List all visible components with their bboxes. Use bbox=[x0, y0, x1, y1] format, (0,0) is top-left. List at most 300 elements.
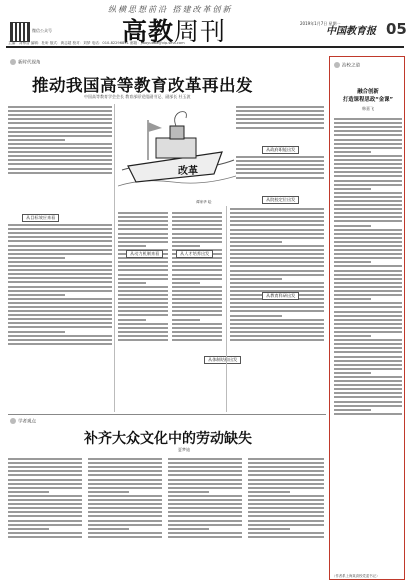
sidebar-author-note: （作者系上海某高校党委书记） bbox=[332, 574, 380, 578]
text-line bbox=[88, 491, 129, 493]
text-line bbox=[172, 298, 222, 300]
text-line bbox=[118, 265, 168, 267]
text-line bbox=[230, 310, 324, 312]
text-line bbox=[230, 323, 324, 325]
text-line bbox=[334, 368, 402, 370]
text-line bbox=[334, 278, 402, 280]
text-line bbox=[8, 335, 112, 337]
text-line bbox=[334, 331, 402, 333]
text-line bbox=[248, 524, 324, 526]
text-line bbox=[334, 302, 402, 304]
text-line bbox=[334, 376, 402, 378]
text-line bbox=[8, 302, 112, 304]
lead-text-col3a bbox=[236, 154, 324, 194]
text-line bbox=[118, 233, 168, 235]
text-line bbox=[334, 122, 402, 124]
sidebar-title: 融合创新 打造课程思政“金课” bbox=[342, 89, 394, 103]
text-line bbox=[230, 212, 324, 214]
text-line bbox=[8, 257, 65, 259]
text-line bbox=[230, 274, 324, 276]
text-line bbox=[168, 479, 242, 481]
text-line bbox=[8, 524, 82, 526]
text-line bbox=[8, 245, 112, 247]
text-line bbox=[8, 135, 112, 137]
text-line bbox=[334, 323, 402, 325]
text-line bbox=[8, 139, 65, 141]
newspaper-brand: 中国教育报 bbox=[326, 26, 376, 37]
text-line bbox=[236, 164, 324, 166]
text-line bbox=[334, 216, 402, 218]
text-line bbox=[172, 241, 222, 243]
text-line bbox=[230, 257, 324, 259]
text-line bbox=[334, 306, 402, 308]
text-line bbox=[230, 327, 324, 329]
text-line bbox=[230, 339, 324, 341]
text-line bbox=[118, 245, 146, 247]
text-line bbox=[88, 462, 162, 464]
text-line bbox=[334, 388, 402, 390]
masthead-bold: 高教 bbox=[122, 17, 175, 46]
text-line bbox=[8, 265, 112, 267]
text-line bbox=[334, 294, 402, 296]
text-line bbox=[248, 495, 324, 497]
text-line bbox=[118, 306, 168, 308]
qr-label: 微信公众号 bbox=[32, 28, 52, 33]
text-line bbox=[118, 241, 168, 243]
text-line bbox=[334, 212, 402, 214]
text-line bbox=[8, 118, 112, 120]
text-line bbox=[334, 372, 371, 374]
text-line bbox=[236, 156, 324, 158]
page-number: 05 bbox=[386, 20, 407, 38]
lead-headline: 推动我国高等教育改革再出发 bbox=[32, 76, 253, 95]
text-line bbox=[8, 318, 112, 320]
text-line bbox=[172, 224, 222, 226]
text-line bbox=[334, 311, 402, 313]
section-divider bbox=[8, 414, 326, 415]
second-text-col3 bbox=[168, 456, 242, 580]
text-line bbox=[334, 208, 402, 210]
text-line bbox=[230, 319, 324, 321]
text-line bbox=[8, 532, 82, 534]
text-line bbox=[334, 220, 402, 222]
text-line bbox=[168, 470, 242, 472]
text-line bbox=[230, 270, 324, 272]
text-line bbox=[334, 335, 371, 337]
text-line bbox=[8, 528, 49, 530]
text-line bbox=[248, 528, 290, 530]
text-line bbox=[8, 163, 112, 165]
text-line bbox=[172, 233, 222, 235]
date-line: 2019年1月7日 星期一 bbox=[300, 21, 341, 26]
text-line bbox=[88, 483, 162, 485]
text-line bbox=[248, 458, 324, 460]
sidebar-tag: 治校之道 bbox=[334, 62, 360, 69]
masthead-thin: 周刊 bbox=[174, 17, 227, 46]
text-line bbox=[118, 274, 168, 276]
text-line bbox=[8, 236, 112, 238]
lead-subhead-4: 从动力机制来看 bbox=[126, 250, 163, 258]
text-line bbox=[88, 503, 162, 505]
text-line bbox=[118, 216, 168, 218]
text-line bbox=[8, 499, 82, 501]
text-line bbox=[334, 147, 402, 149]
text-line bbox=[334, 413, 402, 415]
text-line bbox=[334, 134, 402, 136]
lead-subhead-1: 从目标效应来看 bbox=[22, 214, 59, 222]
text-line bbox=[8, 322, 112, 324]
text-line bbox=[168, 466, 242, 468]
text-line bbox=[118, 298, 168, 300]
lead-text-col2a bbox=[118, 210, 168, 410]
sidebar-author: 韩嘉飞 bbox=[362, 106, 374, 111]
text-line bbox=[334, 163, 402, 165]
text-line bbox=[168, 532, 242, 534]
text-line bbox=[334, 184, 402, 186]
text-line bbox=[8, 306, 112, 308]
second-headline: 补齐大众文化中的劳动缺失 bbox=[84, 431, 252, 447]
text-line bbox=[8, 106, 112, 108]
text-line bbox=[334, 364, 402, 366]
text-line bbox=[334, 167, 402, 169]
text-line bbox=[118, 302, 168, 304]
text-line bbox=[334, 360, 402, 362]
lead-subhead-7: 从教育科研出发 bbox=[262, 292, 299, 300]
sidebar-text bbox=[334, 116, 402, 570]
text-line bbox=[168, 515, 242, 517]
text-line bbox=[118, 261, 168, 263]
lead-text-col1-top bbox=[8, 104, 112, 212]
text-line bbox=[334, 286, 402, 288]
text-line bbox=[248, 470, 324, 472]
text-line bbox=[334, 249, 402, 251]
text-line bbox=[334, 188, 371, 190]
text-line bbox=[248, 515, 324, 517]
text-line bbox=[168, 487, 242, 489]
text-line bbox=[168, 499, 242, 501]
text-line bbox=[8, 479, 82, 481]
text-line bbox=[8, 343, 112, 345]
text-line bbox=[118, 290, 168, 292]
text-line bbox=[248, 503, 324, 505]
text-line bbox=[248, 499, 324, 501]
qr-code-icon bbox=[10, 22, 30, 42]
text-line bbox=[172, 274, 222, 276]
text-line bbox=[236, 110, 324, 112]
text-line bbox=[8, 269, 112, 271]
text-line bbox=[334, 225, 371, 227]
text-line bbox=[236, 168, 324, 170]
text-line bbox=[8, 277, 112, 279]
text-line bbox=[334, 159, 402, 161]
lead-subhead-3: 从院校定位出发 bbox=[262, 196, 299, 204]
text-line bbox=[172, 294, 222, 296]
text-line bbox=[118, 228, 168, 230]
text-line bbox=[334, 261, 371, 263]
text-line bbox=[118, 220, 168, 222]
text-line bbox=[8, 228, 112, 230]
lead-text-col3-top bbox=[236, 104, 324, 146]
section-bullet-icon bbox=[10, 59, 16, 65]
text-line bbox=[118, 237, 168, 239]
text-line bbox=[172, 306, 222, 308]
text-line bbox=[334, 180, 402, 182]
second-section-tag: 学者观点 bbox=[10, 418, 36, 425]
text-line bbox=[172, 331, 222, 333]
text-line bbox=[8, 470, 82, 472]
text-line bbox=[168, 491, 209, 493]
text-line bbox=[236, 160, 324, 162]
text-line bbox=[8, 151, 112, 153]
lead-text-col2b bbox=[172, 210, 222, 410]
text-line bbox=[8, 232, 112, 234]
text-line bbox=[334, 405, 402, 407]
second-byline: 夏梦迪 bbox=[178, 447, 190, 452]
text-line bbox=[172, 237, 222, 239]
text-line bbox=[118, 294, 168, 296]
text-line bbox=[230, 208, 324, 210]
section-bullet-icon bbox=[334, 62, 340, 68]
text-line bbox=[248, 474, 324, 476]
text-line bbox=[88, 528, 129, 530]
text-line bbox=[8, 294, 65, 296]
text-line bbox=[248, 479, 324, 481]
cartoon-ship-illustration bbox=[118, 108, 236, 200]
text-line bbox=[8, 314, 112, 316]
text-line bbox=[172, 245, 200, 247]
text-line bbox=[8, 503, 82, 505]
text-line bbox=[88, 532, 162, 534]
text-line bbox=[248, 532, 324, 534]
text-line bbox=[88, 470, 162, 472]
text-line bbox=[118, 335, 168, 337]
text-line bbox=[230, 216, 324, 218]
text-line bbox=[334, 126, 402, 128]
text-line bbox=[88, 466, 162, 468]
text-line bbox=[334, 237, 402, 239]
text-line bbox=[8, 172, 112, 174]
text-line bbox=[8, 143, 112, 145]
text-line bbox=[118, 339, 168, 341]
text-line bbox=[334, 409, 371, 411]
text-line bbox=[8, 240, 112, 242]
lead-subhead-5: 从人才培养出发 bbox=[176, 250, 213, 258]
text-line bbox=[334, 339, 402, 341]
text-line bbox=[230, 220, 324, 222]
text-line bbox=[334, 265, 402, 267]
text-line bbox=[230, 233, 324, 235]
text-line bbox=[230, 229, 324, 231]
text-line bbox=[172, 278, 222, 280]
text-line bbox=[118, 224, 168, 226]
text-line bbox=[334, 392, 402, 394]
text-line bbox=[8, 290, 112, 292]
text-line bbox=[168, 536, 242, 538]
text-line bbox=[168, 458, 242, 460]
text-line bbox=[88, 507, 162, 509]
lead-text-col1 bbox=[8, 222, 112, 412]
text-line bbox=[334, 343, 402, 345]
text-line bbox=[8, 339, 112, 341]
text-line bbox=[8, 326, 112, 328]
text-line bbox=[334, 139, 402, 141]
text-line bbox=[248, 511, 324, 513]
text-line bbox=[334, 319, 402, 321]
text-line bbox=[334, 196, 402, 198]
text-line bbox=[118, 310, 168, 312]
second-text-col1 bbox=[8, 456, 82, 580]
text-line bbox=[230, 245, 324, 247]
text-line bbox=[230, 224, 324, 226]
text-line bbox=[8, 515, 82, 517]
text-line bbox=[248, 507, 324, 509]
text-line bbox=[248, 491, 290, 493]
text-line bbox=[118, 286, 168, 288]
text-line bbox=[168, 520, 242, 522]
text-line bbox=[236, 127, 324, 129]
text-line bbox=[172, 282, 200, 284]
text-line bbox=[118, 327, 168, 329]
text-line bbox=[88, 479, 162, 481]
text-line bbox=[168, 507, 242, 509]
text-line bbox=[8, 487, 82, 489]
text-line bbox=[230, 249, 324, 251]
text-line bbox=[334, 233, 402, 235]
second-text-col2 bbox=[88, 456, 162, 580]
text-line bbox=[334, 274, 402, 276]
text-line bbox=[172, 310, 222, 312]
text-line bbox=[334, 130, 402, 132]
text-line bbox=[230, 253, 324, 255]
text-line bbox=[172, 339, 222, 341]
text-line bbox=[230, 265, 324, 267]
text-line bbox=[334, 270, 402, 272]
text-line bbox=[8, 286, 112, 288]
text-line bbox=[172, 212, 222, 214]
text-line bbox=[172, 216, 222, 218]
text-line bbox=[230, 315, 282, 317]
cartoon-caption: 谭家华 绘 bbox=[196, 200, 212, 204]
text-line bbox=[8, 310, 112, 312]
text-line bbox=[230, 261, 324, 263]
text-line bbox=[334, 290, 402, 292]
text-line bbox=[236, 177, 324, 179]
text-line bbox=[172, 327, 222, 329]
text-line bbox=[8, 122, 112, 124]
text-line bbox=[248, 483, 324, 485]
text-line bbox=[88, 487, 162, 489]
text-line bbox=[334, 118, 402, 120]
text-line bbox=[8, 331, 65, 333]
text-line bbox=[8, 462, 82, 464]
text-line bbox=[172, 220, 222, 222]
text-line bbox=[236, 172, 324, 174]
header-rule bbox=[6, 46, 404, 48]
text-line bbox=[248, 520, 324, 522]
cartoon-label: 改革 bbox=[178, 166, 198, 177]
text-line bbox=[8, 491, 49, 493]
text-line bbox=[88, 520, 162, 522]
text-line bbox=[8, 458, 82, 460]
text-line bbox=[248, 536, 324, 538]
text-line bbox=[8, 261, 112, 263]
text-line bbox=[8, 520, 82, 522]
text-line bbox=[8, 168, 112, 170]
text-line bbox=[88, 511, 162, 513]
text-line bbox=[334, 396, 402, 398]
text-line bbox=[334, 245, 402, 247]
text-line bbox=[334, 384, 402, 386]
text-line bbox=[334, 401, 402, 403]
text-line bbox=[8, 110, 112, 112]
text-line bbox=[118, 314, 168, 316]
text-line bbox=[8, 131, 112, 133]
editor-info-bar: 主编：刘博智 编辑：杜昕 版式：黄志超 校对：刘梦 电话：010-82296831 邮箱：jiaoyubao@vip.sina.com bbox=[8, 41, 185, 45]
text-line bbox=[168, 483, 242, 485]
text-line bbox=[334, 155, 402, 157]
text-line bbox=[88, 458, 162, 460]
text-line bbox=[88, 495, 162, 497]
text-line bbox=[236, 118, 324, 120]
text-line bbox=[248, 462, 324, 464]
text-line bbox=[172, 286, 222, 288]
text-line bbox=[236, 106, 324, 108]
text-line bbox=[8, 155, 112, 157]
text-line bbox=[230, 286, 324, 288]
text-line bbox=[248, 487, 324, 489]
text-line bbox=[172, 228, 222, 230]
text-line bbox=[172, 302, 222, 304]
text-line bbox=[8, 495, 82, 497]
lead-subhead-6: 从体制结构出发 bbox=[204, 356, 241, 364]
text-line bbox=[334, 351, 402, 353]
text-line bbox=[236, 114, 324, 116]
text-line bbox=[230, 241, 282, 243]
second-text-col4 bbox=[248, 456, 324, 580]
text-line bbox=[118, 269, 168, 271]
text-line bbox=[168, 528, 209, 530]
text-line bbox=[118, 282, 146, 284]
text-line bbox=[8, 127, 112, 129]
lead-byline: 中国高等教育学会会长 教育部原党组副书记、副部长 杜玉波 bbox=[84, 94, 191, 99]
text-line bbox=[334, 204, 402, 206]
text-line bbox=[172, 335, 222, 337]
text-line bbox=[8, 281, 112, 283]
text-line bbox=[8, 483, 82, 485]
column-divider bbox=[114, 104, 115, 412]
section-tag: 新时代视角 bbox=[10, 59, 41, 66]
text-line bbox=[8, 466, 82, 468]
text-line bbox=[334, 229, 402, 231]
header-slogan: 纵横思想前沿 搭建改革创新 bbox=[108, 5, 233, 14]
text-line bbox=[8, 147, 112, 149]
text-line bbox=[8, 507, 82, 509]
text-line bbox=[230, 237, 324, 239]
text-line bbox=[334, 380, 402, 382]
text-line bbox=[8, 114, 112, 116]
text-line bbox=[334, 257, 402, 259]
text-line bbox=[172, 261, 222, 263]
lead-subhead-2: 从政府职能出发 bbox=[262, 146, 299, 154]
text-line bbox=[334, 298, 371, 300]
text-line bbox=[172, 265, 222, 267]
text-line bbox=[88, 515, 162, 517]
text-line bbox=[8, 249, 112, 251]
text-line bbox=[172, 319, 200, 321]
text-line bbox=[168, 495, 242, 497]
text-line bbox=[334, 241, 402, 243]
text-line bbox=[334, 151, 371, 153]
